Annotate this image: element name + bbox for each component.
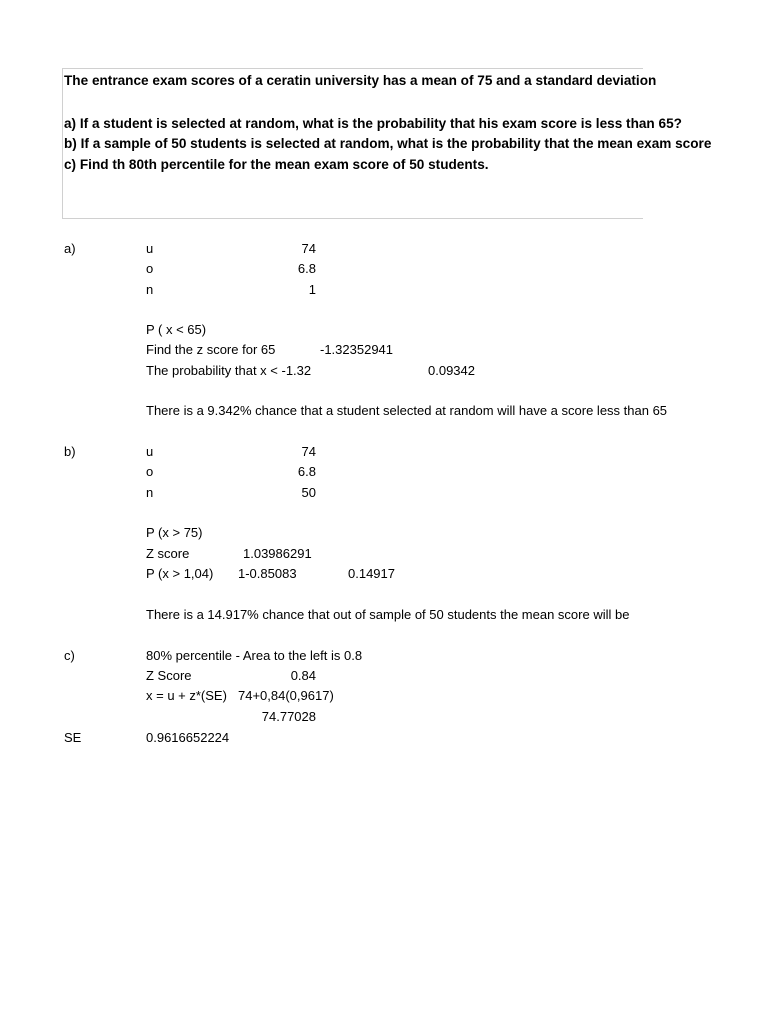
- part-b-prob-expr: P (x > 75): [146, 525, 203, 540]
- part-c-formula: x = u + z*(SE): [146, 688, 227, 703]
- part-b-prob-label: P (x > 1,04): [146, 566, 214, 581]
- var-n-a-value: 1: [308, 282, 316, 297]
- question-b: b) If a sample of 50 students is selected at random, what is the probability that the mean exam score: [64, 136, 712, 151]
- part-a-prob-expr: P ( x < 65): [146, 322, 207, 337]
- se-value: 0.9616652224: [146, 730, 230, 745]
- var-u-a: u: [146, 241, 154, 256]
- var-n-b-value: 50: [301, 485, 316, 500]
- part-c-z-label: Z Score: [146, 668, 192, 683]
- part-a-prob-value: 0.09342: [428, 363, 475, 378]
- problem-statement-box: [62, 68, 712, 219]
- part-b-label: b): [64, 444, 76, 459]
- var-n-b: n: [146, 485, 154, 500]
- part-c-result: 74.77028: [261, 709, 316, 724]
- part-a-z-label: Find the z score for 65: [146, 342, 276, 357]
- question-a: a) If a student is selected at random, what is the probability that his exam score is less than 65?: [64, 116, 682, 131]
- var-u-a-value: 74: [301, 241, 316, 256]
- var-o-a: o: [146, 261, 154, 276]
- part-c-z-value: 0.84: [290, 668, 316, 683]
- var-u-b: u: [146, 444, 154, 459]
- var-n-a: n: [146, 282, 154, 297]
- problem-intro: The entrance exam scores of a ceratin university has a mean of 75 and a standard deviation: [64, 73, 657, 88]
- part-b-prob-calc: 1-0.85083: [238, 566, 297, 581]
- var-o-b-value: 6.8: [297, 464, 316, 479]
- question-c: c) Find th 80th percentile for the mean exam score of 50 students.: [64, 157, 489, 172]
- part-a-prob-label: The probability that x < -1.32: [146, 363, 312, 378]
- part-c-formula-sub: 74+0,84(0,9617): [238, 688, 334, 703]
- part-b-prob-value: 0.14917: [348, 566, 395, 581]
- se-label: SE: [64, 730, 82, 745]
- part-a-conclusion: There is a 9.342% chance that a student selected at random will have a score less than 65: [146, 403, 668, 418]
- part-b-z-label: Z score: [146, 546, 190, 561]
- part-c-label: c): [64, 648, 75, 663]
- part-a-label: a): [64, 241, 76, 256]
- var-o-a-value: 6.8: [297, 261, 316, 276]
- part-b-conclusion: There is a 14.917% chance that out of sample of 50 students the mean score will be: [146, 607, 630, 622]
- var-u-b-value: 74: [301, 444, 316, 459]
- part-c-percentile-text: 80% percentile - Area to the left is 0.8: [146, 648, 363, 663]
- var-o-b: o: [146, 464, 154, 479]
- part-b-z-value: 1.03986291: [243, 546, 312, 561]
- part-a-z-value: -1.32352941: [320, 342, 394, 357]
